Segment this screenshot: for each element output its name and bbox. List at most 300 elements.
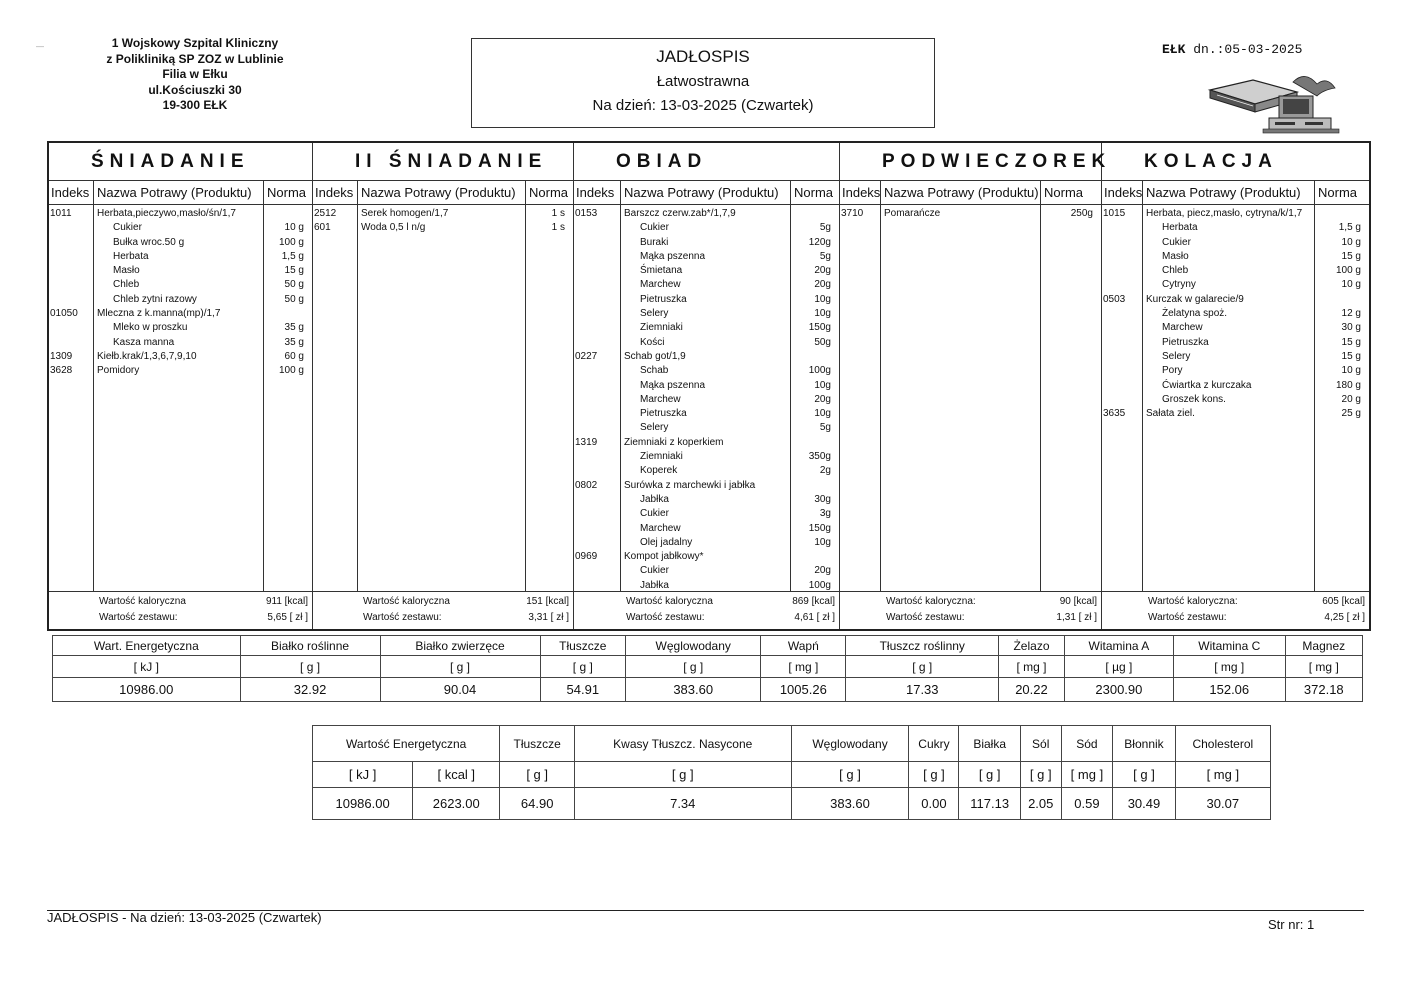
nutrient-value: 2300.90: [1064, 678, 1173, 702]
quantity: 35 g: [284, 336, 304, 348]
quantity: 5g: [819, 250, 831, 262]
nutrient-unit: [ g ]: [500, 762, 575, 788]
meal-column: [574, 143, 840, 629]
ingredient-row: [49, 221, 312, 235]
cost-label: Wartość zestawu:: [886, 612, 965, 623]
nutrient-unit: [ g ]: [380, 656, 540, 678]
dish-index: 3635: [1103, 408, 1126, 420]
hospital-address: [80, 36, 310, 114]
ingredient-name: Żelatyna spoż.: [1162, 308, 1228, 320]
nutrient-header: Białko zwierzęce: [380, 636, 540, 656]
ingredient-row: [574, 250, 839, 264]
dish-row: [1102, 207, 1369, 221]
ingredient-row: [49, 250, 312, 264]
calorie-label: Wartość kaloryczna:: [886, 596, 976, 607]
nutrient-unit: [ g ]: [846, 656, 999, 678]
ingredient-name: Selery: [640, 308, 669, 320]
ingredient-row: [574, 236, 839, 250]
column-header: Nazwa Potrawy (Produktu): [624, 185, 779, 200]
nutrient-header: Tłuszcz roślinny: [846, 636, 999, 656]
nutrient-value: 2623.00: [413, 788, 500, 820]
dish-row: [1102, 407, 1369, 421]
calorie-value: 90 [kcal]: [1059, 596, 1097, 607]
column-header: Norma: [794, 185, 834, 200]
ingredient-name: Kości: [640, 336, 665, 348]
quantity: 120g: [808, 236, 831, 248]
ingredient-row: [49, 278, 312, 292]
dish-row: [574, 207, 839, 221]
dish-index: 0153: [575, 208, 598, 219]
nutrient-header: Cholesterol: [1175, 726, 1270, 762]
dish-index: 01050: [50, 308, 78, 320]
nutrient-unit: [ kJ ]: [313, 762, 413, 788]
nutrient-header: Żelazo: [999, 636, 1065, 656]
nutrient-value: 17.33: [846, 678, 999, 702]
issue-place: EŁK: [1162, 42, 1186, 57]
quantity: 100g: [808, 365, 831, 377]
calorie-label: Wartość kaloryczna:: [1148, 596, 1238, 607]
calorie-value: 151 [kcal]: [526, 596, 569, 607]
meal-column: [313, 143, 574, 629]
footer-title: JADŁOSPIS - Na dzień: 13-03-2025 (Czwartek): [47, 910, 322, 925]
nutrient-value: 30.07: [1175, 788, 1270, 820]
ingredient-name: Koperek: [640, 465, 678, 477]
nutrient-header: Węglowodany: [626, 636, 761, 656]
nutrient-header: Tłuszcze: [500, 726, 575, 762]
quantity: 60 g: [284, 350, 304, 362]
ingredient-name: Cukier: [640, 222, 669, 234]
nutrient-unit: [ g ]: [540, 656, 626, 678]
column-headers: [49, 181, 312, 205]
quantity: 15 g: [284, 265, 304, 277]
column-header: Nazwa Potrawy (Produktu): [884, 185, 1039, 200]
column-header: Norma: [267, 185, 307, 200]
ingredient-name: Masło: [1162, 250, 1189, 262]
meal-title: PODWIECZOREK: [840, 143, 1101, 181]
dish-index: 3628: [50, 365, 73, 377]
dish-row: [574, 550, 839, 564]
quantity: 250g: [1070, 208, 1093, 219]
column-header: Nazwa Potrawy (Produktu): [1146, 185, 1301, 200]
column-divider: [1040, 181, 1041, 591]
nutrient-value: 90.04: [380, 678, 540, 702]
ingredient-row: [574, 507, 839, 521]
quantity: 30g: [814, 493, 831, 505]
meal-totals: [313, 591, 573, 629]
nutrient-unit: [ g ]: [909, 762, 959, 788]
ingredient-row: [574, 407, 839, 421]
ingredient-name: Chleb: [1162, 265, 1189, 277]
quantity: 350g: [808, 451, 831, 463]
column-headers: [313, 181, 573, 205]
calorie-value: 605 [kcal]: [1322, 596, 1365, 607]
nutrition-table-main: [52, 635, 1363, 702]
ingredient-name: Mąka pszenna: [640, 379, 706, 391]
nutrient-unit: [ g ]: [1020, 762, 1061, 788]
nutrient-unit: [ kJ ]: [53, 656, 241, 678]
dish-name: Kompot jabłkowy*: [624, 551, 704, 563]
quantity: 1,5 g: [1338, 222, 1361, 234]
ingredient-name: Jabłka: [640, 493, 669, 505]
quantity: 1,5 g: [281, 250, 304, 262]
meal-totals: [840, 591, 1101, 629]
quantity: 20g: [814, 279, 831, 291]
menu-grid: [47, 141, 1371, 631]
meal-totals: [1102, 591, 1369, 629]
ingredient-row: [574, 564, 839, 578]
dish-name: Sałata ziel.: [1146, 408, 1195, 420]
nutrient-header: Sód: [1061, 726, 1113, 762]
dish-index: 0503: [1103, 293, 1126, 305]
column-header: Norma: [1044, 185, 1084, 200]
column-header: Indeks: [842, 185, 881, 200]
meal-title: KOLACJA: [1102, 143, 1369, 181]
dish-row: [49, 307, 312, 321]
nutrient-value: 10986.00: [313, 788, 413, 820]
ingredient-row: [574, 264, 839, 278]
quantity: 15 g: [1341, 336, 1361, 348]
ingredient-row: [574, 393, 839, 407]
book-computer-icon: [1205, 72, 1340, 134]
nutrient-header: Cukry: [909, 726, 959, 762]
title-box: [471, 38, 935, 128]
dish-row: [574, 479, 839, 493]
ingredient-name: Śmietana: [640, 265, 683, 277]
nutrient-header: Wart. Energetyczna: [53, 636, 241, 656]
ingredient-name: Kasza manna: [113, 336, 175, 348]
ingredient-name: Masło: [113, 265, 140, 277]
dish-name: Serek homogen/1,7: [361, 208, 449, 219]
column-divider: [357, 181, 358, 591]
quantity: 10g: [814, 308, 831, 320]
dish-row: [49, 350, 312, 364]
dish-row: [574, 436, 839, 450]
nutrient-header: Magnez: [1285, 636, 1362, 656]
calorie-value: 869 [kcal]: [792, 596, 835, 607]
nutrient-value: 372.18: [1285, 678, 1362, 702]
ingredient-row: [1102, 264, 1369, 278]
ingredient-row: [1102, 236, 1369, 250]
scan-mark: —: [36, 42, 44, 51]
dish-row: [313, 221, 573, 235]
dish-name: Kiełb.krak/1,3,6,7,9,10: [97, 350, 197, 362]
nutrient-value: 383.60: [791, 788, 909, 820]
ingredient-row: [1102, 379, 1369, 393]
quantity: 15 g: [1341, 350, 1361, 362]
nutrient-unit: [ g ]: [959, 762, 1020, 788]
nutrient-header: Wapń: [761, 636, 846, 656]
ingredient-name: Jabłka: [640, 579, 669, 591]
cost-value: 5,65 [ zł ]: [267, 612, 308, 623]
column-headers: [574, 181, 839, 205]
nutrient-value: 54.91: [540, 678, 626, 702]
page-title: JADŁOSPIS: [656, 47, 750, 66]
ingredient-name: Cukier: [113, 222, 142, 234]
quantity: 10 g: [1341, 365, 1361, 377]
hospital-line: z Polikliniką SP ZOZ w Lublinie: [106, 51, 284, 66]
diet-name: Łatwostrawna: [656, 73, 750, 90]
ingredient-row: [574, 307, 839, 321]
meal-totals: [49, 591, 312, 629]
ingredient-row: [49, 236, 312, 250]
dish-index: 2512: [314, 208, 337, 219]
nutrient-value: 0.00: [909, 788, 959, 820]
nutrient-header: Witamina C: [1173, 636, 1285, 656]
dish-name: Pomidory: [97, 365, 140, 377]
nutrient-value: 64.90: [500, 788, 575, 820]
dish-index: 1309: [50, 350, 73, 362]
column-header: Indeks: [315, 185, 354, 200]
dish-row: [574, 350, 839, 364]
quantity: 100g: [808, 579, 831, 591]
ingredient-row: [574, 336, 839, 350]
quantity: 12 g: [1341, 308, 1361, 320]
column-divider: [525, 181, 526, 591]
ingredient-row: [49, 293, 312, 307]
dish-name: Schab got/1,9: [624, 350, 686, 362]
column-header: Nazwa Potrawy (Produktu): [361, 185, 516, 200]
nutrient-header: Tłuszcze: [540, 636, 626, 656]
ingredient-name: Selery: [1162, 350, 1191, 362]
ingredient-name: Cytryny: [1162, 279, 1196, 291]
column-header: Nazwa Potrawy (Produktu): [97, 185, 252, 200]
column-header: Norma: [529, 185, 569, 200]
calorie-value: 911 [kcal]: [265, 596, 308, 607]
ingredient-row: [1102, 321, 1369, 335]
dish-index: 0802: [575, 479, 598, 491]
ingredient-name: Chleb zytni razowy: [113, 293, 197, 305]
ingredient-row: [1102, 364, 1369, 378]
page-number: Str nr: 1: [1268, 917, 1315, 932]
cost-label: Wartość zestawu:: [626, 612, 705, 623]
nutrient-unit: [ g ]: [575, 762, 792, 788]
dish-name: Herbata, piecz,masło, cytryna/k/1,7: [1146, 208, 1303, 219]
quantity: 150g: [808, 522, 831, 534]
dish-name: Kurczak w galarecie/9: [1146, 293, 1244, 305]
quantity: 180 g: [1335, 379, 1361, 391]
quantity: 35 g: [284, 322, 304, 334]
ingredient-name: Marchew: [640, 279, 681, 291]
ingredient-name: Ćwiartka z kurczaka: [1162, 379, 1252, 391]
quantity: 20g: [814, 393, 831, 405]
nutrient-value: 30.49: [1113, 788, 1175, 820]
ingredient-row: [574, 221, 839, 235]
quantity: 10g: [814, 408, 831, 420]
quantity: 50 g: [284, 279, 304, 291]
nutrient-unit: [ mg ]: [999, 656, 1065, 678]
ingredient-name: Bułka wroc.50 g: [113, 236, 185, 248]
nutrient-unit: [ mg ]: [1173, 656, 1285, 678]
dish-index: 0227: [575, 350, 598, 362]
quantity: 100 g: [1335, 265, 1361, 277]
nutrient-value: 0.59: [1061, 788, 1113, 820]
quantity: 20g: [814, 565, 831, 577]
meal-items: [49, 207, 312, 379]
quantity: 10 g: [284, 222, 304, 234]
column-header: Norma: [1318, 185, 1358, 200]
dish-index: 1011: [50, 208, 72, 219]
quantity: 150g: [808, 322, 831, 334]
hospital-line: 19-300 EŁK: [162, 98, 228, 112]
nutrient-header: Białka: [959, 726, 1020, 762]
cost-label: Wartość zestawu:: [363, 612, 442, 623]
ingredient-name: Marchew: [640, 522, 681, 534]
nutrient-header: Kwasy Tłuszcz. Nasycone: [575, 726, 792, 762]
ingredient-row: [49, 336, 312, 350]
nutrient-unit: [ g ]: [626, 656, 761, 678]
ingredient-name: Groszek kons.: [1162, 393, 1226, 405]
dish-name: Pomarańcze: [884, 208, 941, 219]
nutrient-header: Sól: [1020, 726, 1061, 762]
dish-name: Surówka z marchewki i jabłka: [624, 479, 756, 491]
quantity: 1 s: [551, 222, 565, 234]
dish-index: 0969: [575, 551, 598, 563]
ingredient-row: [574, 536, 839, 550]
column-header: Indeks: [576, 185, 615, 200]
nutrient-value: 32.92: [240, 678, 380, 702]
quantity: 15 g: [1341, 250, 1361, 262]
dish-index: 1015: [1103, 208, 1126, 219]
cost-value: 1,31 [ zł ]: [1056, 612, 1097, 623]
quantity: 10 g: [1341, 279, 1361, 291]
nutrient-unit: [ mg ]: [1061, 762, 1113, 788]
dish-row: [313, 207, 573, 221]
quantity: 10g: [814, 379, 831, 391]
ingredient-row: [574, 278, 839, 292]
meal-items: [840, 207, 1101, 221]
quantity: 100 g: [278, 365, 304, 377]
nutrient-value: 7.34: [575, 788, 792, 820]
nutrition-table-summary: [312, 725, 1271, 820]
quantity: 10g: [814, 293, 831, 305]
ingredient-row: [1102, 350, 1369, 364]
ingredient-name: Herbata: [1162, 222, 1198, 234]
ingredient-name: Marchew: [1162, 322, 1203, 334]
quantity: 25 g: [1341, 408, 1361, 420]
ingredient-name: Cukier: [1162, 236, 1191, 248]
calorie-label: Wartość kaloryczna: [363, 596, 450, 607]
ingredient-row: [1102, 393, 1369, 407]
ingredient-row: [574, 293, 839, 307]
ingredient-name: Herbata: [113, 250, 149, 262]
dish-row: [49, 364, 312, 378]
nutrient-value: 10986.00: [53, 678, 241, 702]
ingredient-row: [574, 464, 839, 478]
nutrient-unit: [ g ]: [791, 762, 909, 788]
meal-items: [1102, 207, 1369, 421]
ingredient-name: Chleb: [113, 279, 140, 291]
dish-name: Ziemniaki z koperkiem: [624, 436, 724, 448]
ingredient-row: [574, 522, 839, 536]
ingredient-row: [1102, 221, 1369, 235]
meal-items: [313, 207, 573, 236]
quantity: 100 g: [278, 236, 304, 248]
ingredient-name: Marchew: [640, 393, 681, 405]
dish-row: [1102, 293, 1369, 307]
dish-index: 3710: [841, 208, 864, 219]
nutrient-value: 1005.26: [761, 678, 846, 702]
ingredient-name: Mleko w proszku: [113, 322, 188, 334]
menu-date: Na dzień: 13-03-2025 (Czwartek): [592, 97, 814, 114]
ingredient-name: Mąka pszenna: [640, 250, 706, 262]
quantity: 10 g: [1341, 236, 1361, 248]
quantity: 3g: [819, 508, 831, 520]
issue-date: [1162, 42, 1302, 57]
hospital-line: Filia w Ełku: [162, 67, 228, 81]
ingredient-name: Selery: [640, 422, 669, 434]
quantity: 30 g: [1341, 322, 1361, 334]
dish-name: Woda 0,5 l n/g: [361, 222, 426, 234]
calorie-label: Wartość kaloryczna: [99, 596, 186, 607]
cost-value: 3,31 [ zł ]: [528, 612, 569, 623]
nutrient-value: 117.13: [959, 788, 1020, 820]
quantity: 50 g: [284, 293, 304, 305]
quantity: 5g: [819, 222, 831, 234]
ingredient-row: [574, 450, 839, 464]
dish-index: 601: [314, 222, 331, 234]
quantity: 20 g: [1341, 393, 1361, 405]
quantity: 20g: [814, 265, 831, 277]
nutrient-unit: [ µg ]: [1064, 656, 1173, 678]
ingredient-row: [1102, 250, 1369, 264]
ingredient-name: Pietruszka: [640, 408, 687, 420]
dish-row: [49, 207, 312, 221]
nutrient-unit: [ mg ]: [761, 656, 846, 678]
nutrient-header: Białko roślinne: [240, 636, 380, 656]
nutrient-value: 152.06: [1173, 678, 1285, 702]
ingredient-name: Ziemniaki: [640, 322, 683, 334]
nutrient-unit: [ mg ]: [1285, 656, 1362, 678]
ingredient-row: [49, 321, 312, 335]
column-header: Indeks: [51, 185, 90, 200]
meal-column: [1102, 143, 1369, 629]
nutrient-unit: [ g ]: [240, 656, 380, 678]
meal-title: OBIAD: [574, 143, 839, 181]
ingredient-row: [1102, 278, 1369, 292]
nutrient-value: 20.22: [999, 678, 1065, 702]
cost-label: Wartość zestawu:: [1148, 612, 1227, 623]
quantity: 10g: [814, 536, 831, 548]
quantity: 2g: [819, 465, 831, 477]
meal-title: II ŚNIADANIE: [313, 143, 573, 181]
dish-row: [840, 207, 1101, 221]
nutrient-unit: [ mg ]: [1175, 762, 1270, 788]
meal-title: ŚNIADANIE: [49, 143, 312, 181]
ingredient-name: Cukier: [640, 508, 669, 520]
ingredient-name: Pietruszka: [1162, 336, 1209, 348]
ingredient-row: [574, 321, 839, 335]
dish-name: Herbata,pieczywo,masło/śn/1,7: [97, 208, 236, 219]
meal-items: [574, 207, 839, 593]
dish-name: Barszcz czerw.zab*/1,7,9: [624, 208, 736, 219]
ingredient-name: Buraki: [640, 236, 669, 248]
dish-index: 1319: [575, 436, 598, 448]
ingredient-row: [574, 493, 839, 507]
calorie-label: Wartość kaloryczna: [626, 596, 713, 607]
hospital-line: 1 Wojskowy Szpital Kliniczny: [111, 36, 279, 50]
meal-column: [840, 143, 1112, 629]
column-divider: [880, 181, 881, 591]
nutrient-unit: [ g ]: [1113, 762, 1175, 788]
nutrient-unit: [ kcal ]: [413, 762, 500, 788]
ingredient-row: [574, 379, 839, 393]
nutrient-header: Wartość Energetyczna: [313, 726, 500, 762]
nutrient-value: 383.60: [626, 678, 761, 702]
ingredient-row: [574, 364, 839, 378]
quantity: 5g: [819, 422, 831, 434]
nutrient-header: Witamina A: [1064, 636, 1173, 656]
column-header: Indeks: [1104, 185, 1143, 200]
